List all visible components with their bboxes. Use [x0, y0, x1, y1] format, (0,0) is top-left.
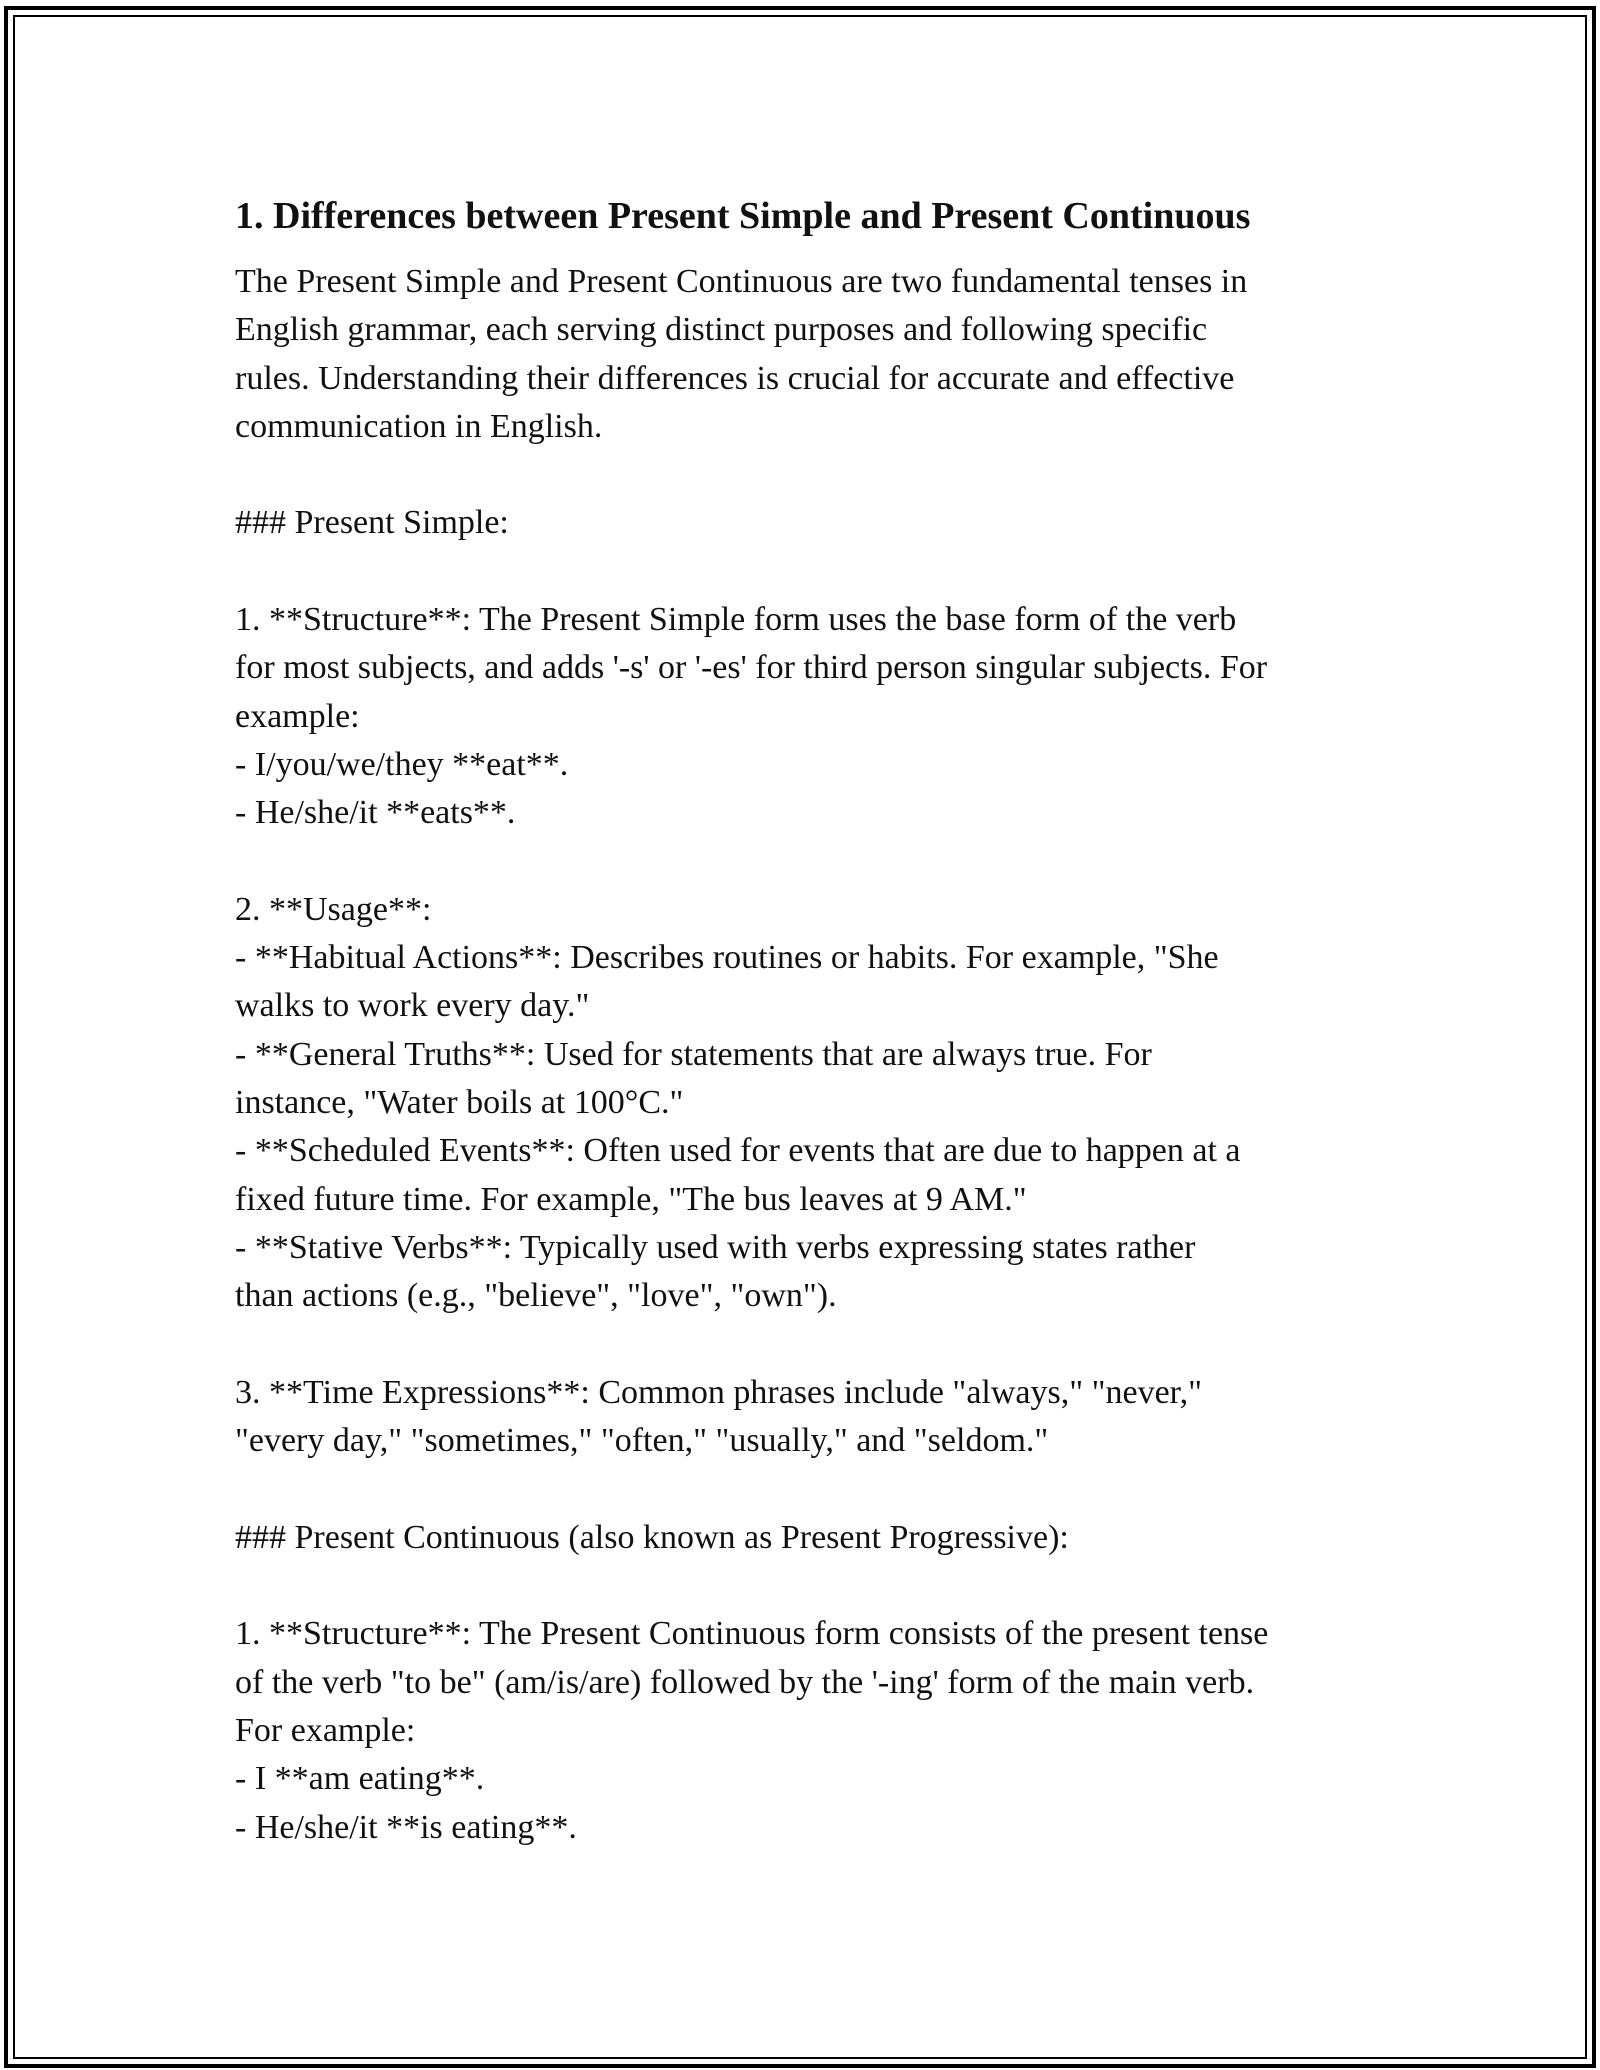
present-simple-structure: 1. **Structure**: The Present Simple form uses the base form of the verb for most subjects, and adds '-s' or '-es' for third person singular subjects. For example: - I/you/we/they **eat**. - He/she/it **eats**.: [235, 601, 1268, 832]
document-title: 1. Differences between Present Simple and Present Continuous: [235, 195, 1251, 237]
intro-paragraph: The Present Simple and Present Continuous are two fundamental tenses in English grammar, each serving distinct purposes and following specific rules. Understanding their differences is crucial for accurate and effective communication in English.: [235, 263, 1248, 445]
present-simple-heading: ### Present Simple:: [235, 504, 509, 542]
present-continuous-structure: 1. **Structure**: The Present Continuous form consists of the present tense of the verb "to be" (am/is/are) followed by the '-ing' form of the main verb. For example: - I **am eating**. - He/she/it **is eating**.: [235, 1615, 1269, 1846]
present-continuous-heading: ### Present Continuous (also known as Present Progressive):: [235, 1518, 1069, 1556]
present-simple-time-expressions: 3. **Time Expressions**: Common phrases include "always," "never," "every day," "sometimes," "often," "usually," and "seldom.": [235, 1373, 1203, 1460]
document-body: [235, 184, 1375, 1852]
present-simple-usage: 2. **Usage**: - **Habitual Actions**: Describes routines or habits. For example, "She walks to work every day." - **General Truths**: Used for statements that are always true. For instance, "Water boils at 100°C." - **Scheduled Events**: Often used for events that are due to happen at a fixed future time. For example, "The bus leaves at 9 AM." - **Stative Verbs**: Typically used with verbs expressing states rather than actions (e.g., "believe", "love", "own").: [235, 890, 1241, 1315]
